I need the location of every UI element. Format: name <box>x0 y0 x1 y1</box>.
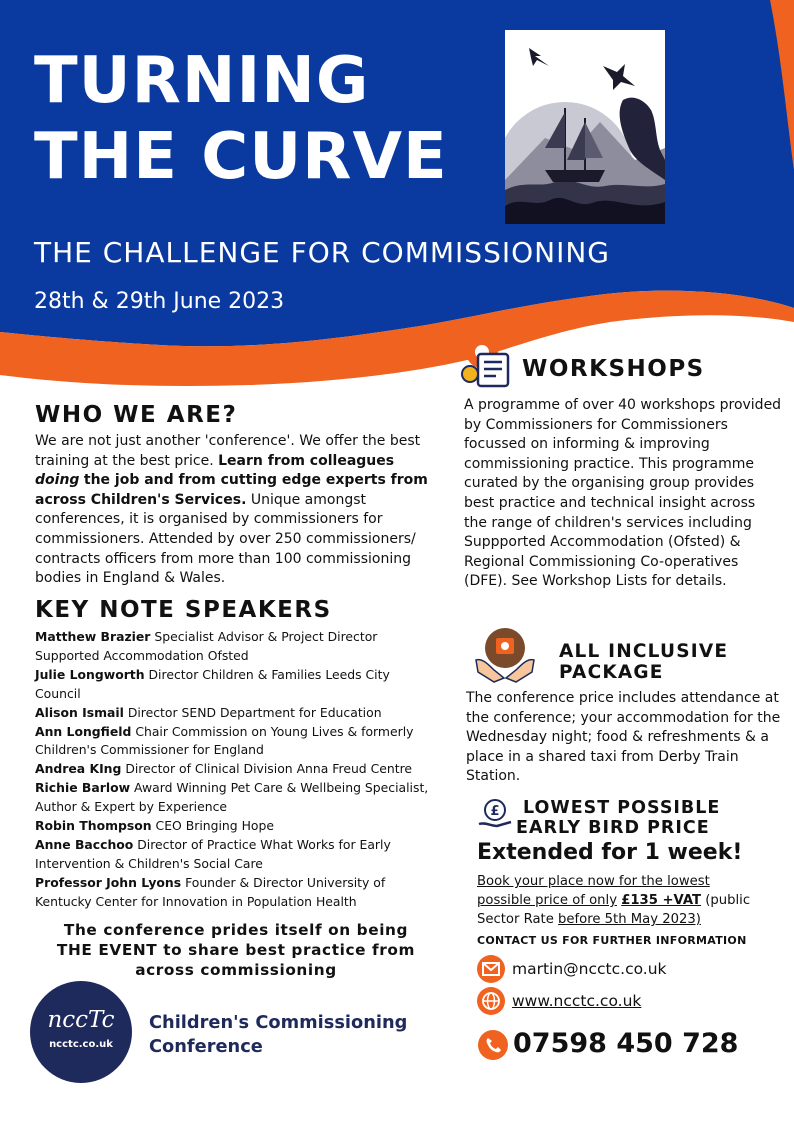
speaker-item <box>35 760 435 779</box>
who-we-are-text <box>35 432 435 589</box>
price-amount: £135 +VAT <box>621 893 702 908</box>
organised-text: Unique amongst conferences, it is organised by commissioners for commissioners. Attended by over 250 commissioners/ contracts officers from more than 100 commissioning bodies in England & Wales. <box>35 491 416 587</box>
logo-mark: nccTc <box>47 1007 115 1033</box>
doing-italic-text: doing <box>35 472 80 489</box>
speaker-role: Specialist Advisor & Project Director Supported Accommodation Ofsted <box>35 629 378 663</box>
speaker-name: Julie Longworth <box>35 666 145 682</box>
speaker-role: Director Children & Families Leeds City Council <box>35 666 390 701</box>
speaker-item <box>35 723 435 761</box>
package-heading-line-1: ALL INCLUSIVE <box>559 641 729 662</box>
email-icon <box>477 955 505 983</box>
svg-text:£: £ <box>490 804 500 819</box>
speaker-item <box>35 779 435 817</box>
logo-url: ncctc.co.uk <box>49 1039 113 1050</box>
organisation-name <box>149 1011 407 1059</box>
phone-number[interactable]: 07598 450 728 <box>513 1028 739 1059</box>
speaker-role: Chair Commission on Young Lives & formerly Children's Commissioner for England <box>35 723 414 758</box>
speaker-name: Professor John Lyons <box>35 874 182 890</box>
pride-statement <box>22 920 450 980</box>
package-heading <box>559 641 728 683</box>
speaker-item <box>35 836 435 874</box>
speaker-name: Anne Bacchoo <box>35 836 134 852</box>
booking-line-1[interactable]: Book your place now for the lowest <box>477 874 710 889</box>
package-text: The conference price includes attendance at the conference; your accommodation for the Wednesday night; food & refreshments & a place in a shared taxi from Derby Train Station. <box>466 690 781 785</box>
website-link[interactable]: www.ncctc.co.uk <box>512 992 642 1010</box>
speaker-role: Director SEND Department for Education <box>127 704 382 720</box>
speaker-name: Andrea KIng <box>35 761 122 777</box>
learn-bold-text: Learn from colleagues <box>218 452 395 469</box>
sailing-ship-artwork <box>505 30 665 224</box>
event-dates: 28th & 29th June 2023 <box>34 289 285 314</box>
contact-heading: CONTACT US FOR FURTHER INFORMATION <box>477 934 747 947</box>
speaker-role: CEO Bringing Hope <box>155 818 274 834</box>
price-heading-line-1: LOWEST POSSIBLE <box>523 798 721 818</box>
speaker-item <box>35 628 435 666</box>
phone-icon <box>478 1030 508 1060</box>
deadline-text: before 5th May 2023) <box>558 912 701 927</box>
speaker-role: Award Winning Pet Care & Wellbeing Specialist, Author & Expert by Experience <box>35 780 429 815</box>
email-link[interactable]: martin@ncctc.co.uk <box>512 960 667 978</box>
speaker-item <box>35 874 435 912</box>
booking-text <box>477 872 787 929</box>
workshops-heading: WORKSHOPS <box>522 356 705 382</box>
globe-icon <box>477 987 505 1015</box>
speaker-role: Director of Practice What Works for Early Intervention & Children's Social Care <box>35 836 391 871</box>
sector-rate-text: Sector Rate <box>477 912 554 927</box>
speaker-item <box>35 704 435 723</box>
speaker-name: Alison Ismail <box>35 704 124 720</box>
intro-text: We are not just another 'conference'. We offer the best training at the best price. <box>35 433 421 469</box>
price-heading-line-2: EARLY BIRD PRICE <box>516 818 710 838</box>
gear-document-icon <box>460 334 516 388</box>
pride-line-3: across commissioning <box>135 961 337 979</box>
speaker-name: Matthew Brazier <box>35 629 151 644</box>
pride-line-1: The conference prides itself on being <box>63 921 409 939</box>
speaker-item <box>35 666 435 704</box>
subtitle: THE CHALLENGE FOR COMMISSIONING <box>34 236 610 269</box>
speaker-role: Director of Clinical Division Anna Freud Centre <box>125 761 413 777</box>
speaker-item <box>35 817 435 836</box>
speaker-name: Robin Thompson <box>35 818 152 834</box>
ncctc-logo <box>30 981 132 1083</box>
speaker-list <box>35 628 435 912</box>
public-text: (public <box>705 893 751 908</box>
organisation-name-line-1: Children's Commissioning <box>149 1012 408 1033</box>
organisation-name-line-2: Conference <box>149 1036 263 1057</box>
package-heading-line-2: PACKAGE <box>559 662 664 683</box>
speaker-name: Ann Longfield <box>35 723 132 739</box>
speaker-name: Richie Barlow <box>35 780 131 796</box>
keynote-heading: KEY NOTE SPEAKERS <box>35 597 332 623</box>
booking-line-2[interactable]: possible price of only <box>477 893 617 908</box>
title-line-2: THE CURVE <box>34 120 448 194</box>
hands-food-icon <box>474 626 536 684</box>
learn-bold-rest-text: the job and from cutting edge experts from across Children's Services. <box>35 472 428 508</box>
pride-line-2: THE EVENT to share best practice from <box>56 941 416 959</box>
pound-hand-icon <box>477 798 513 832</box>
extended-notice: Extended for 1 week! <box>477 840 743 865</box>
who-we-are-heading: WHO WE ARE? <box>35 402 238 428</box>
speaker-role: Founder & Director University of Kentucky Center for Innovation in Population Health <box>35 874 386 909</box>
title-line-1: TURNING <box>34 44 370 118</box>
price-heading <box>516 798 720 838</box>
workshops-text: A programme of over 40 workshops provided by Commissioners for Commissioners focussed on informing & improving commissioning practice. This programme curated by the organising group provides best practice and technical insight across the range of children's services including Suppported Accommodation (Ofsted) & Regional Commissioning Co-operatives (DFE). See Workshop Lists for details. <box>464 397 782 590</box>
